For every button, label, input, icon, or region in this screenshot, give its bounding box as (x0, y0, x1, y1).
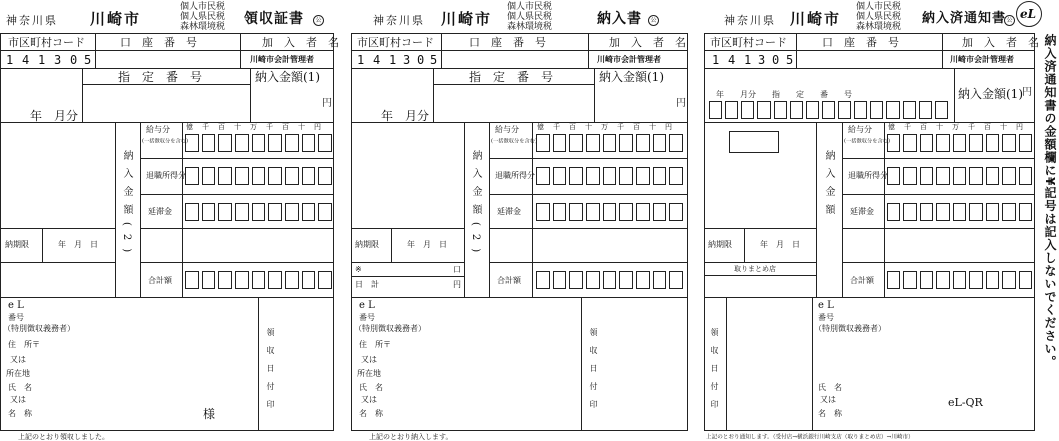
amount-digit-cell[interactable] (741, 101, 754, 119)
amount-digit-cell[interactable] (838, 101, 851, 119)
amount-2-label: 納入金額(2) (121, 150, 132, 261)
or-label: 又は (361, 355, 377, 364)
period-label: 年 月分 (381, 109, 430, 123)
delay-label: 延滞金 (497, 207, 521, 216)
tax-type-1: 個人市民税 (856, 2, 902, 12)
amount-digit-cell[interactable] (903, 271, 916, 289)
or-label-2: 又は (361, 395, 377, 404)
amount-digit-cell[interactable] (636, 271, 650, 289)
retirement-amount-cells[interactable] (886, 166, 1034, 186)
amount-digit-cell[interactable] (569, 167, 583, 185)
mark-unit: 口 (453, 265, 461, 274)
due-label: 納期限 (708, 240, 732, 249)
slip-title: 納入済通知書 (922, 11, 1007, 26)
amount-digit-cell[interactable] (285, 271, 299, 289)
collector-label: （特別徴収義務者） (814, 324, 886, 333)
tax-type-3: 森林環境税 (507, 22, 553, 32)
honorific: 様 (203, 407, 216, 421)
amount-1-label: 納入金額(1) (255, 70, 320, 84)
amount-digit-cell[interactable] (218, 167, 232, 185)
designation-label: 指 定 番 号 (469, 70, 554, 84)
amount-digit-cell[interactable] (935, 101, 948, 119)
entity-label: 名 称 (359, 409, 383, 418)
amount-digit-cell[interactable] (986, 134, 999, 152)
subscriber-label: 加 入 者 名 (962, 36, 1039, 49)
amount-digit-cell[interactable] (986, 167, 999, 185)
code-digit: 1 (357, 53, 365, 67)
receipt-date-stamp: 領収日付印 (589, 328, 598, 418)
prefecture-label: 神奈川県 (724, 14, 776, 27)
amount-digit-cell[interactable] (302, 271, 316, 289)
amount-digit-cell[interactable] (553, 134, 567, 152)
amount-2-label: 納入金額 (823, 150, 834, 222)
amount-digit-cell[interactable] (603, 203, 617, 221)
amount-digit-cell[interactable] (887, 134, 900, 152)
amount-digit-cell[interactable] (318, 134, 332, 152)
amount-1-label: 納入金額(1) (958, 87, 1023, 101)
entity-label: 名 称 (818, 409, 842, 418)
address-label: 住 所〒 (359, 340, 391, 349)
amount-digit-cell[interactable] (725, 101, 738, 119)
due-date: 年 月 日 (58, 240, 98, 249)
period-designation-header: 年 月分 指 定 番 号 (716, 90, 852, 99)
amount-digit-cell[interactable] (252, 203, 266, 221)
city-name: 川崎市 (90, 10, 142, 28)
due-label: 納期限 (5, 240, 29, 249)
code-digit: 3 (54, 53, 62, 67)
amount-digit-cell[interactable] (202, 134, 216, 152)
amount-digit-cell[interactable] (936, 271, 949, 289)
delay-amount-cells[interactable] (535, 202, 685, 222)
code-digit: 1 (712, 53, 720, 67)
delay-label: 延滞金 (850, 207, 874, 216)
code-digit: 1 (389, 53, 397, 67)
code-digit: 0 (70, 53, 78, 67)
amount-digit-cell[interactable] (636, 134, 650, 152)
amount-digit-cell[interactable] (953, 134, 966, 152)
amount-digit-cell[interactable] (536, 271, 550, 289)
slip-title: 納入書 (597, 11, 642, 27)
amount-digit-cell[interactable] (920, 203, 933, 221)
el-label: e L (8, 300, 24, 311)
amount-digit-cell[interactable] (218, 134, 232, 152)
digit-headers: 億 千 百 十 万 千 百 十 円 (888, 123, 1024, 131)
amount-digit-cell[interactable] (969, 134, 982, 152)
salary-note: (一括徴収分を含む) (142, 138, 189, 145)
amount-digit-cell[interactable] (653, 134, 667, 152)
amount-digit-cell[interactable] (536, 167, 550, 185)
retirement-label: 退職所得分 (495, 171, 535, 180)
due-date: 年 月 日 (760, 240, 800, 249)
public-stamp-icon: 公 (648, 15, 659, 26)
mark-label: ※ (355, 265, 362, 274)
code-digit: 3 (403, 53, 411, 67)
amount-digit-cell[interactable] (870, 101, 883, 119)
amount-digit-cell[interactable] (887, 167, 900, 185)
retirement-label: 退職所得分 (848, 171, 888, 180)
amount-digit-cell[interactable] (1002, 203, 1015, 221)
code-digit: 1 (6, 53, 14, 67)
footer-text: 上記のとおり納入します。 (369, 433, 453, 441)
amount-digit-cell[interactable] (252, 271, 266, 289)
yen-unit: 円 (1022, 87, 1032, 98)
salary-amount-cells[interactable] (535, 133, 685, 153)
amount-digit-cell[interactable] (953, 271, 966, 289)
account-number-label: 口 座 番 号 (822, 36, 899, 49)
footer-text: 上記のとおり通知します。（受付店→横浜銀行川崎支店（取りまとめ店）→川崎市） (706, 433, 914, 441)
amount-digit-cell[interactable] (185, 167, 199, 185)
account-number-label: 口 座 番 号 (469, 36, 546, 49)
location-label: 所在地 (6, 369, 30, 378)
total-amount-cells[interactable] (184, 270, 334, 290)
receipt-date-stamp: 領収日付印 (266, 328, 275, 418)
amount-digit-cell[interactable] (619, 271, 633, 289)
tax-type-2: 個人県民税 (507, 12, 553, 22)
code-digit: 4 (373, 53, 381, 67)
prefecture-label: 神奈川県 (6, 14, 58, 27)
code-digit: 0 (772, 53, 780, 67)
salary-label: 給与分 (495, 125, 519, 134)
number-label: 番号 (359, 313, 375, 322)
amount-digit-cell[interactable] (1002, 271, 1015, 289)
amount-digit-cell[interactable] (822, 101, 835, 119)
digit-headers: 億 千 百 十 万 千 百 十 円 (186, 123, 322, 131)
amount-digit-cell[interactable] (920, 134, 933, 152)
amount-digit-cell[interactable] (268, 271, 282, 289)
total-label: 合計額 (497, 276, 521, 285)
salary-label: 給与分 (146, 125, 170, 134)
amount-digit-cell[interactable] (774, 101, 787, 119)
amount-digit-cell[interactable] (302, 134, 316, 152)
or-label-2: 又は (10, 395, 26, 404)
amount-digit-cell[interactable] (936, 203, 949, 221)
amount-digit-cell[interactable] (936, 134, 949, 152)
subscriber-name: 川崎市会計管理者 (950, 54, 1014, 64)
salary-amount-cells[interactable] (184, 133, 334, 153)
code-digit: 1 (38, 53, 46, 67)
amount-digit-cell[interactable] (669, 203, 683, 221)
code-digit: 5 (84, 53, 92, 67)
el-logo-icon: eL (1016, 1, 1042, 27)
retirement-amount-cells[interactable] (184, 166, 334, 186)
amount-digit-cell[interactable] (1002, 167, 1015, 185)
amount-digit-cell[interactable] (1002, 134, 1015, 152)
tax-type-3: 森林環境税 (856, 22, 902, 32)
amount-digit-cell[interactable] (268, 167, 282, 185)
delay-amount-cells[interactable] (886, 202, 1034, 222)
total-amount-cells[interactable] (886, 270, 1034, 290)
amount-digit-cell[interactable] (669, 167, 683, 185)
receipt-slip (0, 0, 340, 441)
amount-digit-cell[interactable] (619, 134, 633, 152)
code-digit: 0 (417, 53, 425, 67)
amount-digit-cell[interactable] (235, 271, 249, 289)
amount-digit-cell[interactable] (653, 167, 667, 185)
amount-digit-cell[interactable] (318, 271, 332, 289)
amount-digit-cell[interactable] (969, 167, 982, 185)
amount-digit-cell[interactable] (268, 203, 282, 221)
municipal-code-label: 市区町村コード (710, 36, 787, 49)
amount-digit-cell[interactable] (986, 203, 999, 221)
amount-digit-cell[interactable] (887, 271, 900, 289)
el-label: e L (818, 300, 834, 311)
name-label: 氏 名 (818, 383, 842, 392)
code-digit: 5 (430, 53, 438, 67)
form-frame (351, 33, 688, 431)
amount-digit-cell[interactable] (1019, 203, 1032, 221)
amount-digit-cell[interactable] (636, 167, 650, 185)
amount-digit-cell[interactable] (790, 101, 803, 119)
amount-digit-cell[interactable] (218, 271, 232, 289)
total-label: 合計額 (850, 276, 874, 285)
public-stamp-icon: 公 (1004, 15, 1015, 26)
code-digit: 1 (744, 53, 752, 67)
footer-text: 上記のとおり領収しました。 (18, 433, 109, 441)
amount-digit-cell[interactable] (920, 271, 933, 289)
amount-digit-cell[interactable] (586, 134, 600, 152)
amount-1-label: 納入金額(1) (599, 70, 664, 84)
amount-digit-cell[interactable] (553, 203, 567, 221)
yen-unit: 円 (676, 98, 686, 109)
subscriber-label: 加 入 者 名 (262, 36, 339, 49)
code-digit: 3 (758, 53, 766, 67)
public-stamp-icon: 公 (313, 15, 324, 26)
amount-digit-cell[interactable] (569, 134, 583, 152)
prefecture-label: 神奈川県 (373, 14, 425, 27)
amount-digit-cell[interactable] (603, 167, 617, 185)
amount-digit-cell[interactable] (302, 167, 316, 185)
or-label: 又は (10, 355, 26, 364)
amount-digit-cell[interactable] (553, 167, 567, 185)
subscriber-name: 川崎市会計管理者 (597, 54, 661, 64)
amount-digit-cell[interactable] (854, 101, 867, 119)
municipal-code-label: 市区町村コード (357, 36, 434, 49)
amount-digit-cell[interactable] (986, 271, 999, 289)
payment-notice-slip (704, 0, 1039, 441)
due-label: 納期限 (355, 240, 379, 249)
tax-type-2: 個人県民税 (856, 12, 902, 22)
amount-digit-cell[interactable] (252, 134, 266, 152)
subscriber-label: 加 入 者 名 (609, 36, 686, 49)
amount-digit-cell[interactable] (268, 134, 282, 152)
payment-slip (351, 0, 691, 441)
designation-cells[interactable] (708, 100, 950, 120)
amount-digit-cell[interactable] (586, 203, 600, 221)
municipal-code-label: 市区町村コード (8, 36, 85, 49)
el-label: e L (359, 300, 375, 311)
amount-digit-cell[interactable] (252, 167, 266, 185)
amount-digit-cell[interactable] (603, 134, 617, 152)
amount-digit-cell[interactable] (919, 101, 932, 119)
amount-digit-cell[interactable] (235, 134, 249, 152)
amount-digit-cell[interactable] (806, 101, 819, 119)
form-frame (0, 33, 334, 431)
amount-digit-cell[interactable] (886, 101, 899, 119)
delay-label: 延滞金 (148, 207, 172, 216)
salary-amount-cells[interactable] (886, 133, 1034, 153)
amount-digit-cell[interactable] (285, 134, 299, 152)
slip-title: 領収証書 (244, 11, 304, 27)
amount-digit-cell[interactable] (569, 203, 583, 221)
number-label: 番号 (818, 313, 834, 322)
collector-label: （特別徴収義務者） (3, 324, 75, 333)
name-label: 氏 名 (359, 383, 383, 392)
side-notice: 納入済通知書の金額欄に¥記号は記入しないでください。 (1043, 34, 1057, 369)
amount-digit-cell[interactable] (603, 271, 617, 289)
due-date: 年 月 日 (407, 240, 447, 249)
amount-digit-cell[interactable] (653, 271, 667, 289)
yen-unit: 円 (322, 98, 332, 109)
collection-branch-label: 取りまとめ店 (734, 265, 776, 273)
period-label: 年 月分 (30, 109, 79, 123)
amount-digit-cell[interactable] (969, 203, 982, 221)
amount-digit-cell[interactable] (185, 134, 199, 152)
collector-label: （特別徴収義務者） (354, 324, 426, 333)
blank-box (729, 131, 779, 153)
amount-digit-cell[interactable] (757, 101, 770, 119)
amount-digit-cell[interactable] (669, 134, 683, 152)
amount-digit-cell[interactable] (302, 203, 316, 221)
amount-digit-cell[interactable] (619, 203, 633, 221)
salary-note: (一括徴収分を含む) (491, 138, 538, 145)
amount-digit-cell[interactable] (553, 271, 567, 289)
amount-digit-cell[interactable] (953, 167, 966, 185)
amount-digit-cell[interactable] (653, 203, 667, 221)
amount-digit-cell[interactable] (903, 203, 916, 221)
delay-amount-cells[interactable] (184, 202, 334, 222)
retirement-amount-cells[interactable] (535, 166, 685, 186)
salary-label: 給与分 (848, 125, 872, 134)
amount-digit-cell[interactable] (285, 167, 299, 185)
tax-type-3: 森林環境税 (180, 22, 226, 32)
amount-digit-cell[interactable] (936, 167, 949, 185)
amount-digit-cell[interactable] (953, 203, 966, 221)
total-label: 合計額 (148, 276, 172, 285)
amount-digit-cell[interactable] (202, 167, 216, 185)
salary-note: (一括徴収分を含む) (844, 138, 891, 145)
tax-type-2: 個人県民税 (180, 12, 226, 22)
amount-digit-cell[interactable] (969, 271, 982, 289)
amount-digit-cell[interactable] (586, 271, 600, 289)
amount-digit-cell[interactable] (569, 271, 583, 289)
account-number-label: 口 座 番 号 (120, 36, 197, 49)
amount-digit-cell[interactable] (1019, 167, 1032, 185)
tax-type-1: 個人市民税 (507, 2, 553, 12)
code-digit: 4 (728, 53, 736, 67)
subscriber-name: 川崎市会計管理者 (250, 54, 314, 64)
city-name: 川崎市 (441, 10, 493, 28)
code-digit: 5 (786, 53, 794, 67)
digit-headers: 億 千 百 十 万 千 百 十 円 (537, 123, 673, 131)
total-amount-cells[interactable] (535, 270, 685, 290)
amount-digit-cell[interactable] (887, 203, 900, 221)
amount-digit-cell[interactable] (218, 203, 232, 221)
amount-digit-cell[interactable] (709, 101, 722, 119)
entity-label: 名 称 (8, 409, 32, 418)
city-name: 川崎市 (790, 10, 842, 28)
amount-digit-cell[interactable] (235, 203, 249, 221)
location-label: 所在地 (357, 369, 381, 378)
el-qr-label: eL-QR (948, 396, 983, 409)
amount-digit-cell[interactable] (536, 134, 550, 152)
amount-2-label: 納入金額(2) (470, 150, 481, 261)
address-label: 住 所〒 (8, 340, 40, 349)
amount-digit-cell[interactable] (669, 271, 683, 289)
amount-digit-cell[interactable] (586, 167, 600, 185)
or-label-2: 又は (820, 395, 836, 404)
amount-digit-cell[interactable] (202, 203, 216, 221)
amount-digit-cell[interactable] (903, 101, 916, 119)
amount-digit-cell[interactable] (903, 134, 916, 152)
amount-digit-cell[interactable] (285, 203, 299, 221)
name-label: 氏 名 (8, 383, 32, 392)
amount-digit-cell[interactable] (185, 203, 199, 221)
amount-digit-cell[interactable] (235, 167, 249, 185)
amount-digit-cell[interactable] (318, 167, 332, 185)
amount-digit-cell[interactable] (636, 203, 650, 221)
amount-digit-cell[interactable] (619, 167, 633, 185)
retirement-label: 退職所得分 (146, 171, 186, 180)
day-total-label: 日 計 (355, 280, 379, 289)
amount-digit-cell[interactable] (903, 167, 916, 185)
amount-digit-cell[interactable] (185, 271, 199, 289)
day-total-unit: 円 (453, 280, 461, 289)
amount-digit-cell[interactable] (1019, 271, 1032, 289)
tax-type-1: 個人市民税 (180, 2, 226, 12)
amount-digit-cell[interactable] (1019, 134, 1032, 152)
amount-digit-cell[interactable] (920, 167, 933, 185)
amount-digit-cell[interactable] (536, 203, 550, 221)
designation-label: 指 定 番 号 (118, 70, 203, 84)
amount-digit-cell[interactable] (202, 271, 216, 289)
receipt-date-stamp: 領収日付印 (710, 328, 719, 418)
code-digit: 4 (22, 53, 30, 67)
number-label: 番号 (8, 313, 24, 322)
amount-digit-cell[interactable] (318, 203, 332, 221)
